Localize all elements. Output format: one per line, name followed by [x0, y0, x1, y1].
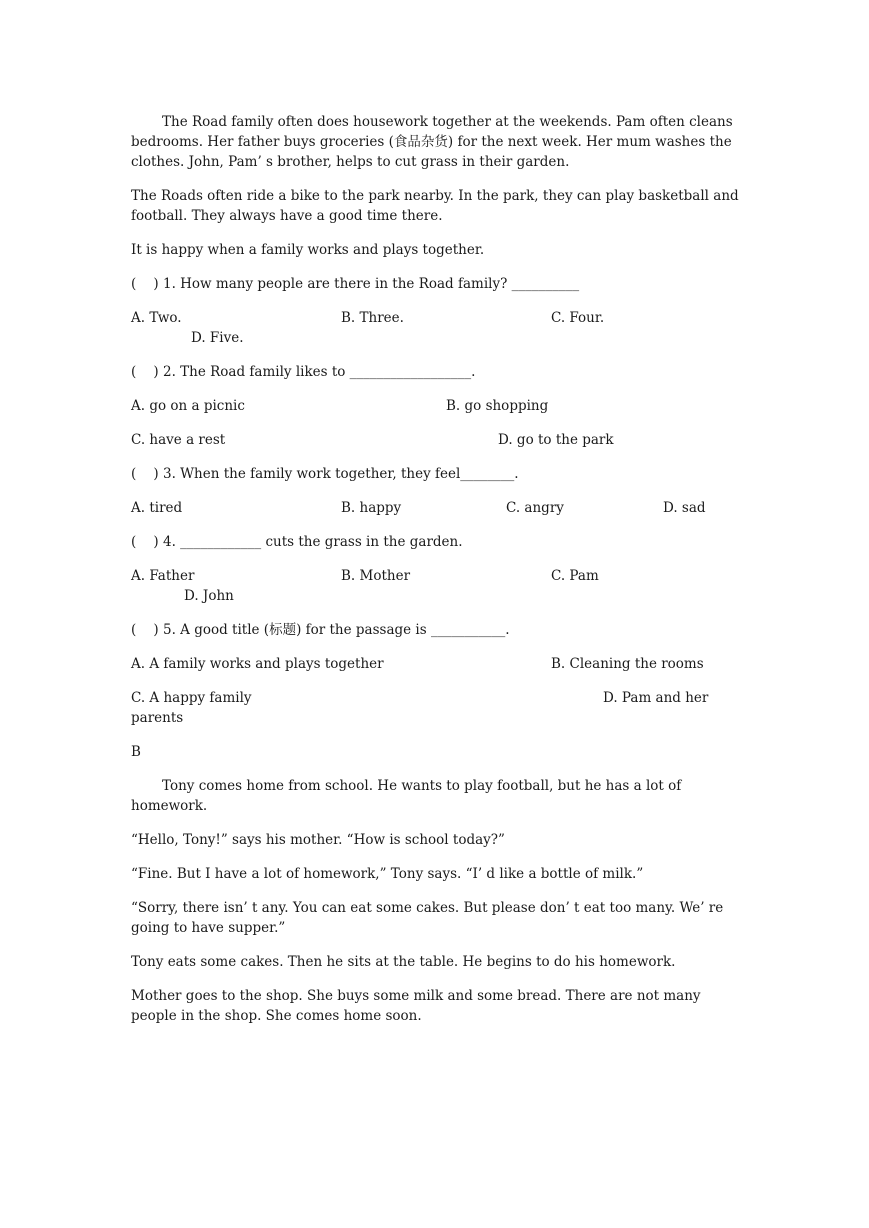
question-4-option-c: C. Pam: [551, 568, 599, 584]
question-2-option-d: D. go to the park: [498, 432, 614, 448]
question-4-stem: ( ) 4. ____________ cuts the grass in the garden.: [131, 534, 463, 550]
question-1-option-d: D. Five.: [191, 330, 244, 346]
question-3-option-c: C. angry: [506, 500, 564, 516]
passage-a-paragraph-1: The Road family often does housework together at the weekends. Pam often cleans bedrooms. Her father buys groceries (食品杂货) for the next week. Her mum washes the clothes. John, Pam’ s brother, helps to cut grass in their garden.: [131, 114, 737, 170]
document-page: [131, 112, 743, 1040]
question-5-stem: ( ) 5. A good title (标题) for the passage is ___________.: [131, 622, 510, 638]
question-2-stem: ( ) 2. The Road family likes to __________________.: [131, 364, 476, 380]
question-5-option-d-continued: parents: [131, 710, 184, 726]
question-3-option-d: D. sad: [663, 500, 706, 516]
section-b-paragraph-5: Tony eats some cakes. Then he sits at the table. He begins to do his homework.: [131, 954, 676, 970]
question-3-options: [131, 498, 743, 518]
question-1-options: [131, 308, 743, 348]
question-2-options-row-1: [131, 396, 743, 416]
section-b-paragraph-4: “Sorry, there isn’ t any. You can eat some cakes. But please don’ t eat too many. We’ re going to have supper.”: [131, 900, 728, 936]
question-5-option-a: A. A family works and plays together: [131, 656, 384, 672]
question-4-option-b: B. Mother: [341, 568, 411, 584]
question-5-option-d: D. Pam and her: [603, 690, 709, 706]
question-4-options: [131, 566, 743, 606]
section-b-paragraph-1: Tony comes home from school. He wants to play football, but he has a lot of homework.: [131, 778, 686, 814]
question-2-options-row-2: [131, 430, 743, 450]
question-1-option-b: B. Three.: [341, 310, 404, 326]
section-b-label: B: [131, 744, 141, 760]
passage-a-paragraph-3: It is happy when a family works and plays together.: [131, 242, 485, 258]
section-b-paragraph-3: “Fine. But I have a lot of homework,” Tony says. “I’ d like a bottle of milk.”: [131, 866, 644, 882]
section-b-paragraph-6: Mother goes to the shop. She buys some milk and some bread. There are not many people in the shop. She comes home soon.: [131, 988, 705, 1024]
question-1-stem: ( ) 1. How many people are there in the Road family? __________: [131, 276, 580, 292]
passage-a-paragraph-2: The Roads often ride a bike to the park nearby. In the park, they can play basketball and football. They always have a good time there.: [131, 188, 743, 224]
question-3-option-b: B. happy: [341, 500, 402, 516]
question-5-option-b: B. Cleaning the rooms: [551, 656, 704, 672]
question-1-option-c: C. Four.: [551, 310, 605, 326]
question-4-option-d: D. John: [184, 588, 234, 604]
question-2-option-a: A. go on a picnic: [131, 398, 245, 414]
question-1-option-a: A. Two.: [131, 310, 182, 326]
question-5-option-c: C. A happy family: [131, 690, 252, 706]
question-2-option-b: B. go shopping: [446, 398, 549, 414]
question-3-stem: ( ) 3. When the family work together, they feel________.: [131, 466, 519, 482]
question-5-options-row-2: [131, 688, 743, 728]
question-5-options-row-1: [131, 654, 743, 674]
question-3-option-a: A. tired: [131, 500, 183, 516]
question-4-option-a: A. Father: [131, 568, 195, 584]
question-2-option-c: C. have a rest: [131, 432, 226, 448]
section-b-paragraph-2: “Hello, Tony!” says his mother. “How is school today?”: [131, 832, 505, 848]
